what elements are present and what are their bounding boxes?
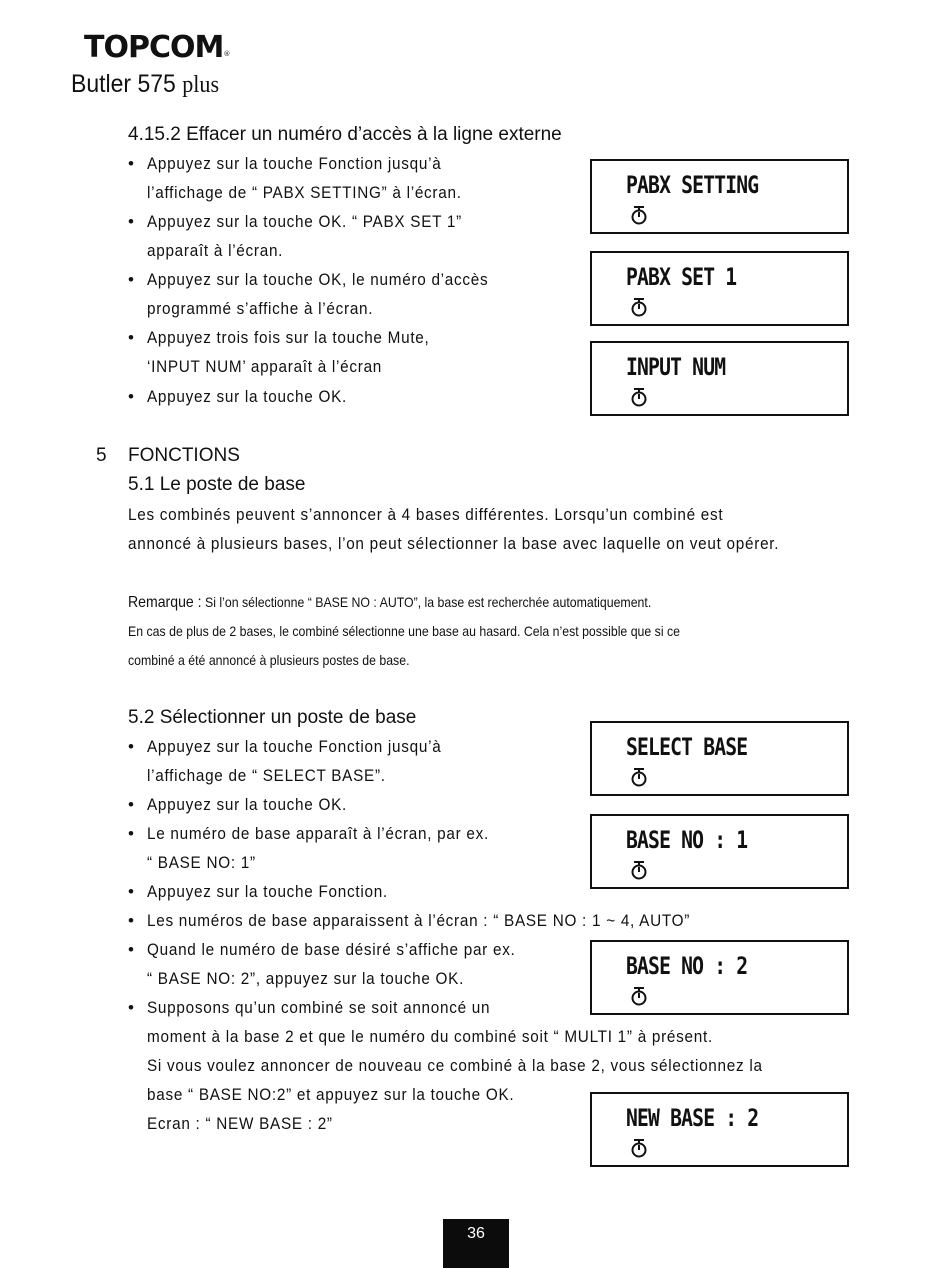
bullet-dot: • [128, 387, 134, 406]
bullet-dot: • [128, 328, 134, 347]
lcd-text: PABX SET 1 [626, 263, 737, 291]
text-line: Ecran : “ NEW BASE : 2” [147, 1114, 333, 1133]
text-line: Appuyez sur la touche Fonction jusqu’à [147, 737, 442, 756]
lcd-display [590, 721, 849, 796]
handset-icon [630, 767, 648, 787]
page-number-box [443, 1219, 509, 1268]
handset-icon [630, 860, 648, 880]
bullet-dot: • [128, 998, 134, 1017]
model-name [71, 70, 219, 99]
bullet-dot: • [128, 824, 134, 843]
lcd-text: PABX SETTING [626, 171, 759, 199]
text-line: Appuyez sur la touche Fonction jusqu’à [147, 154, 442, 173]
bullet-dot: • [128, 270, 134, 289]
lcd-text: INPUT NUM [626, 353, 726, 381]
section-5-1-title: 5.1 Le poste de base [128, 474, 306, 495]
text-line: Appuyez sur la touche OK. “ PABX SET 1” [147, 212, 462, 231]
text-line: “ BASE NO: 1” [147, 853, 256, 872]
text-line: l’affichage de “ PABX SETTING” à l’écran. [147, 183, 462, 202]
bullet-dot: • [128, 882, 134, 901]
lcd-display [590, 159, 849, 234]
text-line: Appuyez sur la touche OK. [147, 795, 348, 814]
note-line [128, 592, 651, 613]
note-line: En cas de plus de 2 bases, le combiné sélectionne une base au hasard. Cela n’est possible que si ce [128, 623, 681, 639]
text-line: Appuyez sur la touche Fonction. [147, 882, 388, 901]
brand-name: TOPCOM [84, 30, 224, 65]
note-label: Remarque : [128, 594, 202, 611]
text-line: Appuyez trois fois sur la touche Mute, [147, 328, 430, 347]
page-number: 36 [467, 1225, 485, 1242]
lcd-text: NEW BASE : 2 [626, 1104, 759, 1132]
bullet-dot: • [128, 795, 134, 814]
text-line: base “ BASE NO:2” et appuyez sur la touche OK. [147, 1085, 515, 1104]
model-label: Butler 575 [71, 70, 176, 98]
bullet-dot: • [128, 737, 134, 756]
section-5-number: 5 [96, 445, 107, 466]
text-line: apparaît à l’écran. [147, 241, 284, 260]
handset-icon [630, 986, 648, 1006]
lcd-display [590, 341, 849, 416]
note-text: Si l’on sélectionne “ BASE NO : AUTO”, la base est recherchée automatiquement. [204, 594, 652, 610]
bullet-dot: • [128, 911, 134, 930]
section-5-2-title: 5.2 Sélectionner un poste de base [128, 707, 417, 728]
note-line: combiné a été annoncé à plusieurs postes de base. [128, 652, 410, 668]
handset-icon [630, 205, 648, 225]
lcd-display [590, 940, 849, 1015]
text-line: l’affichage de “ SELECT BASE”. [147, 766, 386, 785]
bullet-dot: • [128, 940, 134, 959]
text-line: “ BASE NO: 2”, appuyez sur la touche OK. [147, 969, 465, 988]
lcd-text: BASE NO : 1 [626, 826, 748, 854]
text-line: programmé s’affiche à l’écran. [147, 299, 374, 318]
registered-mark: ® [223, 50, 230, 58]
text-line: Supposons qu’un combiné se soit annoncé un [147, 998, 491, 1017]
lcd-display [590, 1092, 849, 1167]
text-line: Si vous voulez annoncer de nouveau ce combiné à la base 2, vous sélectionnez la [147, 1056, 763, 1075]
text-line: Appuyez sur la touche OK, le numéro d’accès [147, 270, 489, 289]
lcd-text: SELECT BASE [626, 733, 748, 761]
brand-logo [84, 30, 229, 66]
text-line: Appuyez sur la touche OK. [147, 387, 348, 406]
lcd-text: BASE NO : 2 [626, 952, 748, 980]
text-line: Les numéros de base apparaissent à l’écran : “ BASE NO : 1 ~ 4, AUTO” [147, 911, 691, 930]
bullet-dot: • [128, 154, 134, 173]
handset-icon [630, 297, 648, 317]
bullet-dot: • [128, 212, 134, 231]
text-line: Quand le numéro de base désiré s’affiche par ex. [147, 940, 516, 959]
paragraph-line: annoncé à plusieurs bases, l’on peut sélectionner la base avec laquelle on veut opérer. [128, 534, 780, 553]
model-suffix: plus [182, 72, 220, 98]
paragraph-line: Les combinés peuvent s’annoncer à 4 bases différentes. Lorsqu’un combiné est [128, 505, 724, 524]
text-line: moment à la base 2 et que le numéro du combiné soit “ MULTI 1” à présent. [147, 1027, 713, 1046]
section-4-15-2-title: 4.15.2 Effacer un numéro d’accès à la ligne externe [128, 124, 562, 145]
text-line: Le numéro de base apparaît à l’écran, par ex. [147, 824, 489, 843]
lcd-display [590, 251, 849, 326]
lcd-display [590, 814, 849, 889]
handset-icon [630, 387, 648, 407]
section-5-title: FONCTIONS [128, 445, 240, 466]
text-line: ‘INPUT NUM’ apparaît à l’écran [147, 357, 383, 376]
handset-icon [630, 1138, 648, 1158]
